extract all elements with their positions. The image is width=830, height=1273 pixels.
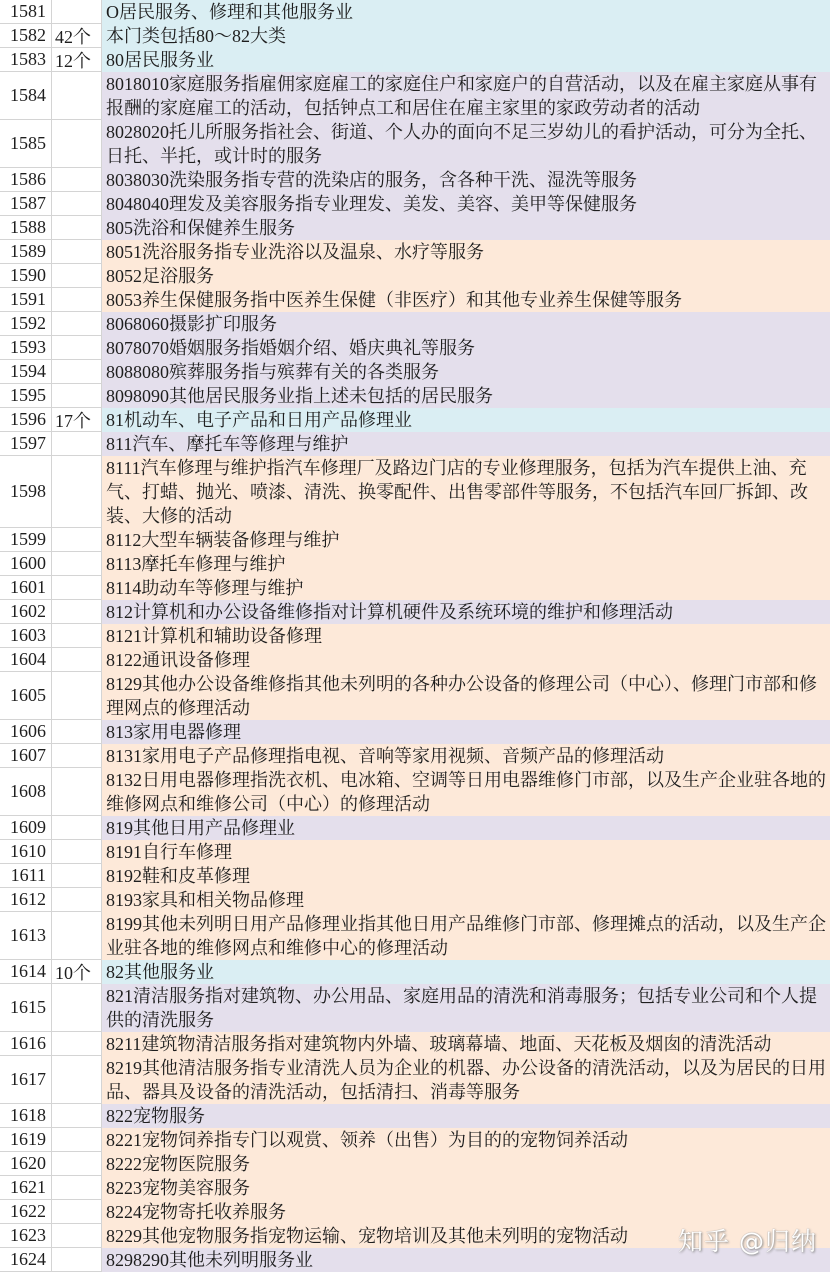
description-cell[interactable]: 8053养生保健服务指中医养生保健（非医疗）和其他专业养生保健等服务 — [102, 288, 830, 312]
row-number-cell[interactable]: 1583 — [0, 48, 52, 72]
row-number-cell[interactable]: 1609 — [0, 816, 52, 840]
table-row — [0, 432, 830, 456]
count-cell[interactable] — [52, 984, 102, 1032]
row-number-cell[interactable]: 1611 — [0, 864, 52, 888]
row-number-cell[interactable]: 1610 — [0, 840, 52, 864]
count-cell[interactable] — [52, 528, 102, 552]
description-cell[interactable]: 8048040理发及美容服务指专业理发、美发、美容、美甲等保健服务 — [102, 192, 830, 216]
description-cell[interactable]: 8132日用电器修理指洗衣机、电冰箱、空调等日用电器维修门市部，以及生产企业驻各地的维修网点和维修公司（中心）的修理活动 — [102, 768, 830, 816]
description-cell[interactable]: 812计算机和办公设备维修指对计算机硬件及系统环境的维护和修理活动 — [102, 600, 830, 624]
table-row — [0, 360, 830, 384]
row-number-cell[interactable]: 1616 — [0, 1032, 52, 1056]
description-cell[interactable]: 819其他日用产品修理业 — [102, 816, 830, 840]
description-cell[interactable]: 8222宠物医院服务 — [102, 1152, 830, 1176]
row-number-cell[interactable]: 1590 — [0, 264, 52, 288]
description-cell[interactable]: 8298290其他未列明服务业 — [102, 1248, 830, 1272]
description-cell[interactable]: 8038030洗染服务指专营的洗染店的服务，含各种干洗、湿洗等服务 — [102, 168, 830, 192]
count-cell[interactable]: 42个 — [52, 24, 102, 48]
table-row — [0, 1248, 830, 1272]
count-cell[interactable] — [52, 240, 102, 264]
count-cell[interactable] — [52, 120, 102, 168]
zhihu-watermark: 知乎 @归纳 — [678, 1227, 817, 1256]
description-cell[interactable]: 8112大型车辆装备修理与维护 — [102, 528, 830, 552]
row-number-cell[interactable]: 1588 — [0, 216, 52, 240]
description-cell[interactable]: O居民服务、修理和其他服务业 — [102, 0, 830, 24]
table-row — [0, 1128, 830, 1152]
table-row — [0, 216, 830, 240]
table-row — [0, 888, 830, 912]
count-cell[interactable] — [52, 1032, 102, 1056]
count-cell[interactable] — [52, 288, 102, 312]
description-cell[interactable]: 8068060摄影扩印服务 — [102, 312, 830, 336]
row-number-cell[interactable]: 1617 — [0, 1056, 52, 1104]
description-cell[interactable]: 本门类包括80～82大类 — [102, 24, 830, 48]
row-number-cell[interactable]: 1595 — [0, 384, 52, 408]
table-row — [0, 816, 830, 840]
count-cell[interactable] — [52, 816, 102, 840]
count-cell[interactable] — [52, 360, 102, 384]
table-row — [0, 1152, 830, 1176]
row-number-cell[interactable]: 1615 — [0, 984, 52, 1032]
table-row — [0, 168, 830, 192]
count-cell[interactable] — [52, 912, 102, 960]
row-number-cell[interactable]: 1585 — [0, 120, 52, 168]
table-row — [0, 624, 830, 648]
count-cell[interactable] — [52, 336, 102, 360]
description-cell[interactable]: 8191自行车修理 — [102, 840, 830, 864]
table-row — [0, 192, 830, 216]
table-row — [0, 288, 830, 312]
count-cell[interactable] — [52, 1248, 102, 1272]
row-number-cell[interactable]: 1623 — [0, 1224, 52, 1248]
description-cell[interactable]: 8193家具和相关物品修理 — [102, 888, 830, 912]
table-row — [0, 1176, 830, 1200]
table-row — [0, 720, 830, 744]
table-row — [0, 528, 830, 552]
count-cell[interactable] — [52, 264, 102, 288]
row-number-cell[interactable]: 1598 — [0, 456, 52, 528]
description-cell[interactable]: 8121计算机和辅助设备修理 — [102, 624, 830, 648]
count-cell[interactable] — [52, 1224, 102, 1248]
row-number-cell[interactable]: 1581 — [0, 0, 52, 24]
row-number-cell[interactable]: 1604 — [0, 648, 52, 672]
table-row — [0, 576, 830, 600]
description-cell[interactable]: 8223宠物美容服务 — [102, 1176, 830, 1200]
description-cell[interactable]: 8229其他宠物服务指宠物运输、宠物培训及其他未列明的宠物活动 — [102, 1224, 830, 1248]
description-cell[interactable]: 8129其他办公设备维修指其他未列明的各种办公设备的修理公司（中心）、修理门市部和修理网点的修理活动 — [102, 672, 830, 720]
table-row — [0, 72, 830, 120]
table-row — [0, 24, 830, 48]
table-row — [0, 48, 830, 72]
description-cell[interactable]: 822宠物服务 — [102, 1104, 830, 1128]
row-number-cell[interactable]: 1619 — [0, 1128, 52, 1152]
table-row — [0, 408, 830, 432]
description-cell[interactable]: 8131家用电子产品修理指电视、音响等家用视频、音频产品的修理活动 — [102, 744, 830, 768]
table-row — [0, 744, 830, 768]
row-number-cell[interactable]: 1591 — [0, 288, 52, 312]
row-number-cell[interactable]: 1593 — [0, 336, 52, 360]
row-number-cell[interactable]: 1597 — [0, 432, 52, 456]
table-row — [0, 1032, 830, 1056]
table-row — [0, 456, 830, 528]
table-row — [0, 552, 830, 576]
row-number-cell[interactable]: 1618 — [0, 1104, 52, 1128]
row-number-cell[interactable]: 1587 — [0, 192, 52, 216]
description-cell[interactable]: 813家用电器修理 — [102, 720, 830, 744]
row-number-cell[interactable]: 1621 — [0, 1176, 52, 1200]
row-number-cell[interactable]: 1620 — [0, 1152, 52, 1176]
table-row — [0, 1224, 830, 1248]
count-cell[interactable] — [52, 648, 102, 672]
row-number-cell[interactable]: 1622 — [0, 1200, 52, 1224]
description-cell[interactable]: 8098090其他居民服务业指上述未包括的居民服务 — [102, 384, 830, 408]
count-cell[interactable]: 10个 — [52, 960, 102, 984]
table-row — [0, 840, 830, 864]
table-row — [0, 648, 830, 672]
description-cell[interactable]: 80居民服务业 — [102, 48, 830, 72]
count-cell[interactable] — [52, 1152, 102, 1176]
table-row — [0, 384, 830, 408]
count-cell[interactable] — [52, 552, 102, 576]
description-cell[interactable]: 8199其他未列明日用产品修理业指其他日用产品维修门市部、修理摊点的活动，以及生产企业驻各地的维修网点和维修中心的修理活动 — [102, 912, 830, 960]
row-number-cell[interactable]: 1606 — [0, 720, 52, 744]
table-row — [0, 1056, 830, 1104]
row-number-cell[interactable]: 1614 — [0, 960, 52, 984]
description-cell[interactable]: 805洗浴和保健养生服务 — [102, 216, 830, 240]
description-cell[interactable]: 811汽车、摩托车等修理与维护 — [102, 432, 830, 456]
row-number-cell[interactable]: 1603 — [0, 624, 52, 648]
count-cell[interactable] — [52, 720, 102, 744]
count-cell[interactable] — [52, 456, 102, 528]
count-cell[interactable] — [52, 1056, 102, 1104]
count-cell[interactable] — [52, 312, 102, 336]
row-number-cell[interactable]: 1592 — [0, 312, 52, 336]
count-cell[interactable] — [52, 1128, 102, 1152]
count-cell[interactable] — [52, 1200, 102, 1224]
count-cell[interactable] — [52, 1176, 102, 1200]
description-cell[interactable]: 8114助动车等修理与维护 — [102, 576, 830, 600]
description-cell[interactable]: 8224宠物寄托收养服务 — [102, 1200, 830, 1224]
count-cell[interactable] — [52, 0, 102, 24]
row-number-cell[interactable]: 1613 — [0, 912, 52, 960]
count-cell[interactable] — [52, 864, 102, 888]
table-row — [0, 960, 830, 984]
description-cell[interactable]: 8051洗浴服务指专业洗浴以及温泉、水疗等服务 — [102, 240, 830, 264]
table-row — [0, 912, 830, 960]
count-cell[interactable] — [52, 768, 102, 816]
description-cell[interactable]: 8078070婚姻服务指婚姻介绍、婚庆典礼等服务 — [102, 336, 830, 360]
row-number-cell[interactable]: 1596 — [0, 408, 52, 432]
description-cell[interactable]: 8221宠物饲养指专门以观赏、领养（出售）为目的的宠物饲养活动 — [102, 1128, 830, 1152]
row-number-cell[interactable]: 1594 — [0, 360, 52, 384]
table-row — [0, 264, 830, 288]
count-cell[interactable] — [52, 192, 102, 216]
description-cell[interactable]: 82其他服务业 — [102, 960, 830, 984]
count-cell[interactable] — [52, 576, 102, 600]
description-cell[interactable]: 8088080殡葬服务指与殡葬有关的各类服务 — [102, 360, 830, 384]
count-cell[interactable] — [52, 600, 102, 624]
table-row — [0, 768, 830, 816]
table-row — [0, 312, 830, 336]
row-number-cell[interactable]: 1584 — [0, 72, 52, 120]
table-row — [0, 600, 830, 624]
row-number-cell[interactable]: 1601 — [0, 576, 52, 600]
row-number-cell[interactable]: 1589 — [0, 240, 52, 264]
description-cell[interactable]: 8219其他清洁服务指专业清洗人员为企业的机器、办公设备的清洗活动，以及为居民的日用品、器具及设备的清洗活动，包括清扫、消毒等服务 — [102, 1056, 830, 1104]
count-cell[interactable] — [52, 432, 102, 456]
table-row — [0, 240, 830, 264]
description-cell[interactable]: 81机动车、电子产品和日用产品修理业 — [102, 408, 830, 432]
count-cell[interactable] — [52, 888, 102, 912]
row-number-cell[interactable]: 1605 — [0, 672, 52, 720]
count-cell[interactable] — [52, 168, 102, 192]
count-cell[interactable]: 17个 — [52, 408, 102, 432]
description-cell[interactable]: 8018010家庭服务指雇佣家庭雇工的家庭住户和家庭户的自营活动，以及在雇主家庭从事有报酬的家庭雇工的活动，包括钟点工和居住在雇主家里的家政劳动者的活动 — [102, 72, 830, 120]
table-row — [0, 336, 830, 360]
count-cell[interactable] — [52, 624, 102, 648]
description-cell[interactable]: 8113摩托车修理与维护 — [102, 552, 830, 576]
table-row — [0, 1104, 830, 1128]
count-cell[interactable] — [52, 1104, 102, 1128]
table-row — [0, 0, 830, 24]
table-row — [0, 120, 830, 168]
table-row — [0, 984, 830, 1032]
description-cell[interactable]: 821清洁服务指对建筑物、办公用品、家庭用品的清洗和消毒服务；包括专业公司和个人提供的清洗服务 — [102, 984, 830, 1032]
count-cell[interactable] — [52, 672, 102, 720]
row-number-cell[interactable]: 1599 — [0, 528, 52, 552]
row-number-cell[interactable]: 1600 — [0, 552, 52, 576]
description-cell[interactable]: 8052足浴服务 — [102, 264, 830, 288]
count-cell[interactable]: 12个 — [52, 48, 102, 72]
row-number-cell[interactable]: 1624 — [0, 1248, 52, 1272]
count-cell[interactable] — [52, 72, 102, 120]
row-number-cell[interactable]: 1607 — [0, 744, 52, 768]
description-cell[interactable]: 8211建筑物清洁服务指对建筑物内外墙、玻璃幕墙、地面、天花板及烟囱的清洗活动 — [102, 1032, 830, 1056]
row-number-cell[interactable]: 1602 — [0, 600, 52, 624]
description-cell[interactable]: 8122通讯设备修理 — [102, 648, 830, 672]
row-number-cell[interactable]: 1612 — [0, 888, 52, 912]
table-row — [0, 864, 830, 888]
row-number-cell[interactable]: 1608 — [0, 768, 52, 816]
description-cell[interactable]: 8192鞋和皮革修理 — [102, 864, 830, 888]
row-number-cell[interactable]: 1582 — [0, 24, 52, 48]
row-number-cell[interactable]: 1586 — [0, 168, 52, 192]
description-cell[interactable]: 8111汽车修理与维护指汽车修理厂及路边门店的专业修理服务，包括为汽车提供上油、充气、打蜡、抛光、喷漆、清洗、换零配件、出售零部件等服务，不包括汽车回厂拆卸、改装、大修的活动 — [102, 456, 830, 528]
table-row — [0, 672, 830, 720]
description-cell[interactable]: 8028020托儿所服务指社会、街道、个人办的面向不足三岁幼儿的看护活动，可分为全托、日托、半托，或计时的服务 — [102, 120, 830, 168]
count-cell[interactable] — [52, 384, 102, 408]
count-cell[interactable] — [52, 216, 102, 240]
count-cell[interactable] — [52, 744, 102, 768]
count-cell[interactable] — [52, 840, 102, 864]
table-row — [0, 1200, 830, 1224]
